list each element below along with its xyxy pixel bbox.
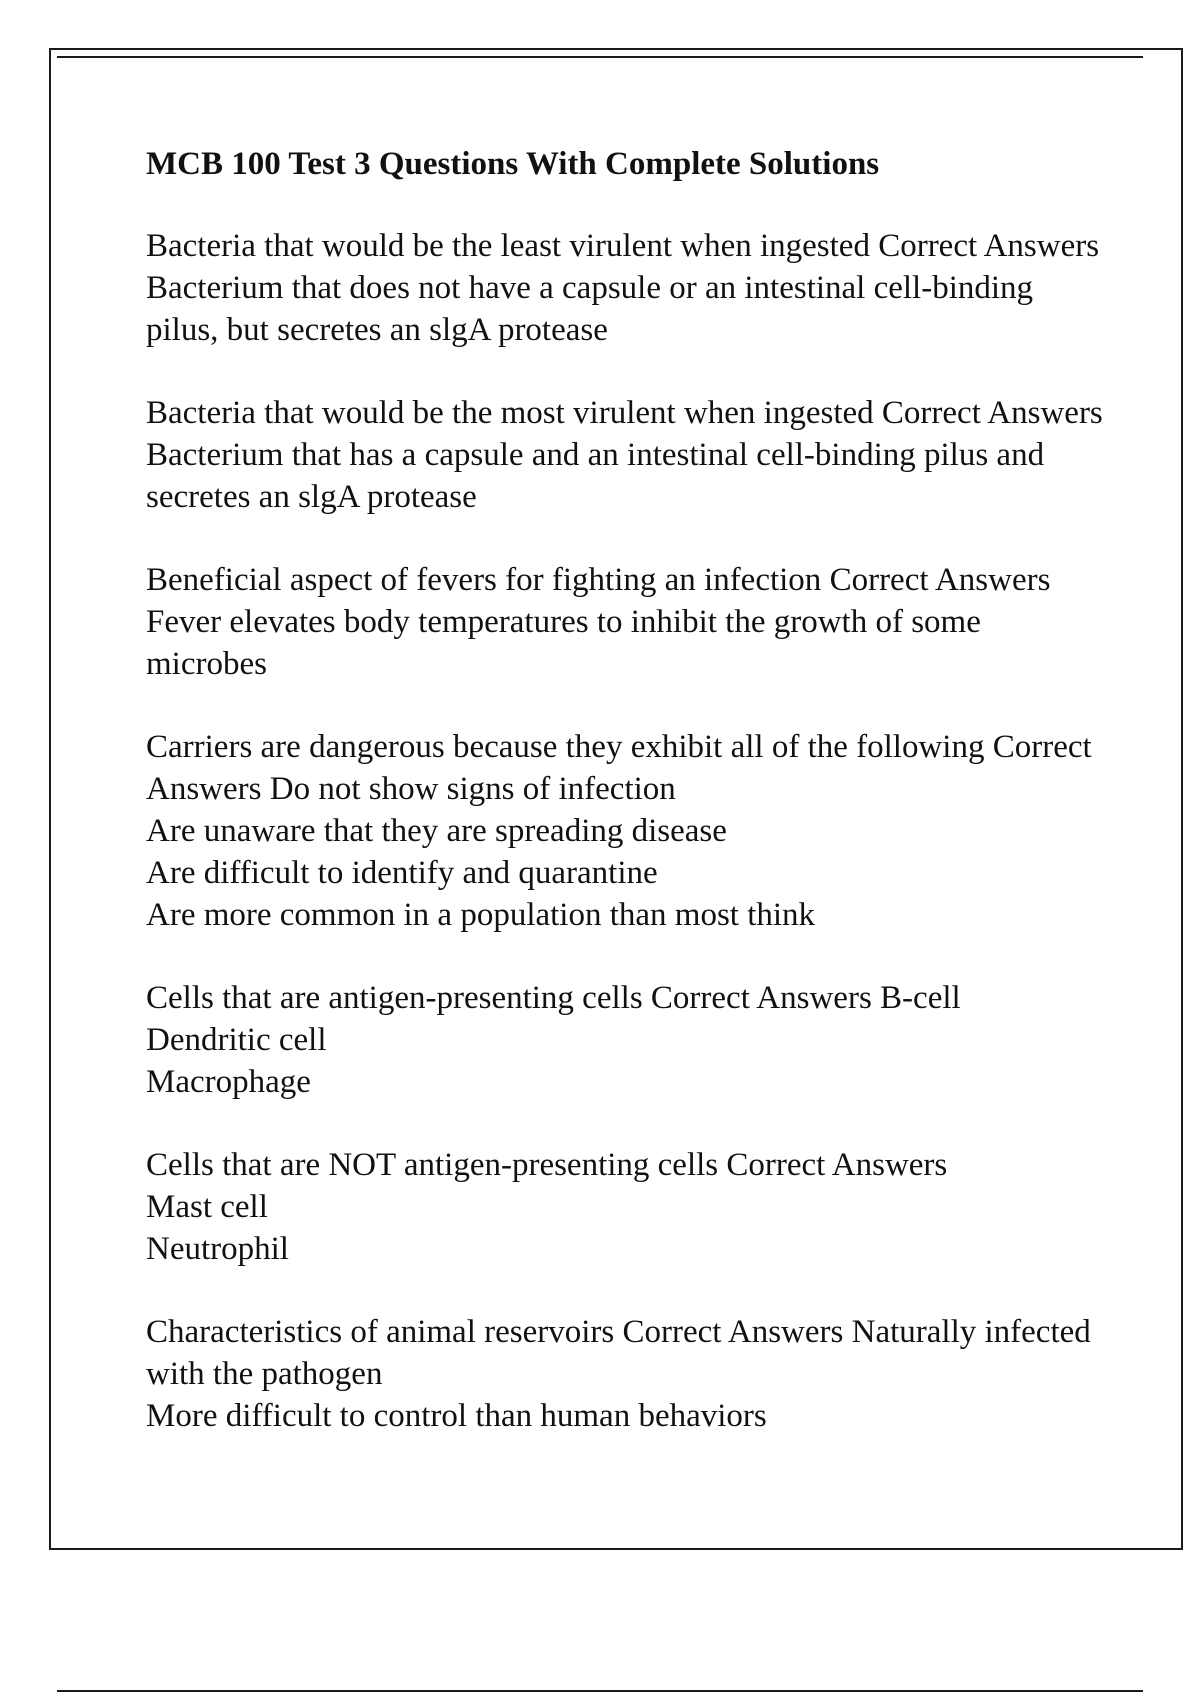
answer-label: Correct Answers bbox=[146, 729, 1099, 807]
answer-text: B-cell bbox=[880, 980, 961, 1016]
answer-line: Dendritic cell bbox=[146, 1022, 327, 1058]
qa-item bbox=[146, 559, 1106, 685]
bottom-rule bbox=[57, 1690, 1143, 1692]
answer-label: Correct Answers bbox=[881, 395, 1103, 431]
qa-item bbox=[146, 392, 1106, 518]
answer-line: Are more common in a population than most think bbox=[146, 897, 816, 933]
qa-item bbox=[146, 225, 1106, 351]
answer-text: Do not show signs of infection bbox=[269, 771, 676, 807]
answer-label: Correct Answers bbox=[829, 562, 1051, 598]
answer-label: Correct Answers bbox=[726, 1147, 948, 1183]
question-text: Bacteria that would be the least virulent when ingested bbox=[146, 228, 870, 264]
answer-text: Fever elevates body temperatures to inhibit the growth of some microbes bbox=[146, 604, 990, 682]
qa-item bbox=[146, 1144, 1106, 1270]
question-text: Cells that are NOT antigen-presenting cells bbox=[146, 1147, 719, 1183]
answer-line: Mast cell bbox=[146, 1189, 268, 1225]
question-text: Carriers are dangerous because they exhibit all of the following bbox=[146, 729, 985, 765]
answer-line: Are difficult to identify and quarantine bbox=[146, 855, 658, 891]
question-text: Bacteria that would be the most virulent when ingested bbox=[146, 395, 874, 431]
answer-label: Correct Answers bbox=[878, 228, 1100, 264]
answer-text: Naturally infected with the pathogen bbox=[146, 1314, 1100, 1392]
answer-text: Bacterium that has a capsule and an intestinal cell-binding pilus and secretes an slgA protease bbox=[146, 437, 1053, 515]
question-text: Cells that are antigen-presenting cells bbox=[146, 980, 643, 1016]
answer-label: Correct Answers bbox=[622, 1314, 844, 1350]
qa-item bbox=[146, 726, 1106, 936]
answer-line: More difficult to control than human behaviors bbox=[146, 1398, 767, 1434]
answer-line: Neutrophil bbox=[146, 1231, 289, 1267]
document-body bbox=[146, 143, 1106, 1478]
answer-line: Are unaware that they are spreading disease bbox=[146, 813, 727, 849]
document-title: MCB 100 Test 3 Questions With Complete Solutions bbox=[146, 146, 880, 182]
answer-line: Macrophage bbox=[146, 1064, 311, 1100]
qa-item bbox=[146, 977, 1106, 1103]
question-text: Characteristics of animal reservoirs bbox=[146, 1314, 615, 1350]
answer-label: Correct Answers bbox=[650, 980, 872, 1016]
answer-text: Bacterium that does not have a capsule or an intestinal cell-binding pilus, but secretes an slgA protease bbox=[146, 270, 1042, 348]
question-text: Beneficial aspect of fevers for fighting an infection bbox=[146, 562, 822, 598]
qa-item bbox=[146, 1311, 1106, 1437]
